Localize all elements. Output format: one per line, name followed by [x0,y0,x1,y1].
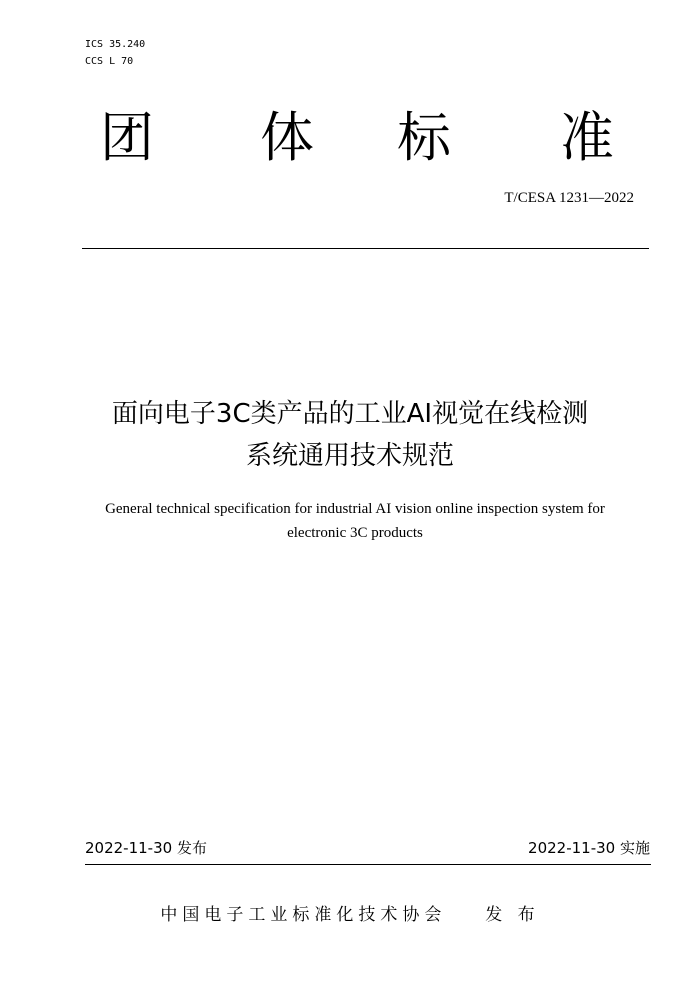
publish-date: 2022-11-30 发布 [85,839,207,857]
issuer-action: 发 布 [485,905,540,925]
implement-date: 2022-11-30 实施 [528,839,650,857]
doc-type-char: 体 [260,106,314,169]
issuer-line [0,900,700,925]
doc-type-char: 标 [397,106,451,169]
classification-codes [85,36,145,70]
chinese-title-line1: 面向电子3C类产品的工业AI视觉在线检测 [111,399,589,429]
ics-code: ICS 35.240 [85,39,146,50]
footer-divider [85,864,651,865]
english-title-line2: electronic 3C products [287,525,423,541]
ccs-code: CCS L 70 [85,56,134,67]
chinese-title-line2: 系统通用技术规范 [245,441,454,471]
doc-type-char: 团 [100,106,154,169]
doc-type-char: 准 [560,106,614,169]
document-type-title [0,106,700,176]
english-title-line1: General technical specification for industrial AI vision online inspection system for [105,501,605,517]
standard-number: T/CESA 1231—2022 [504,190,634,206]
header-divider [82,248,649,249]
issuer-organization: 中国电子工业标准化技术协会 [160,905,447,925]
